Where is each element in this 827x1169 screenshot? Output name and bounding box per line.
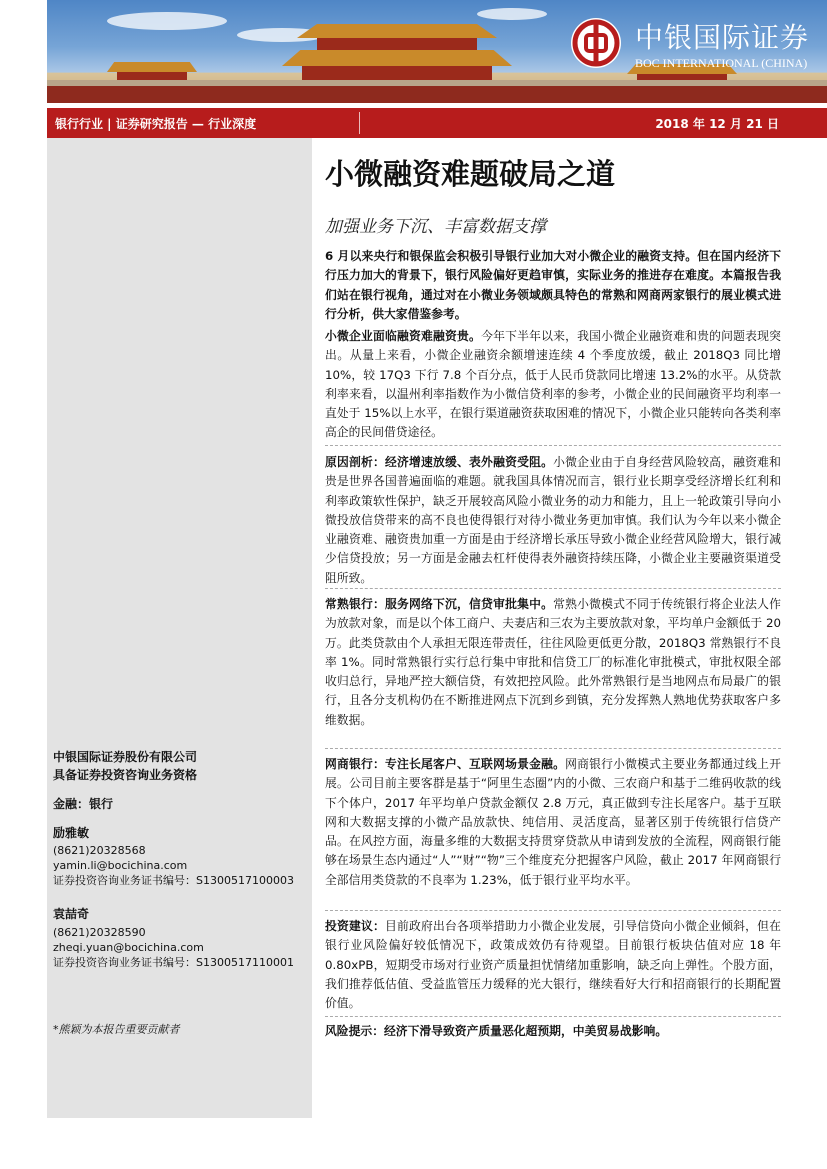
section-paragraph	[325, 755, 781, 890]
section-lead: 原因剖析：经济增速放缓、表外融资受阻。	[325, 455, 554, 469]
cloud	[107, 12, 227, 30]
analyst-name: 袁喆奇	[53, 907, 90, 921]
report-category: 银行行业 | 证券研究报告 — 行业深度	[55, 117, 257, 131]
boc-logo-icon	[571, 18, 621, 68]
section-text: 小微企业由于自身经营风险较高，融资难和贵是世界各国普遍面临的难题。就我国具体情况而言，银行业长期享受经济增长红利和利率政策软性保护，缺乏开展较高风险小微业务的动力和能力，且上一轮政策引导向小微投放信贷带来的高不良也使得银行对待小微业务更加审慎。我们认为今年以来小微企业融资难、融资贵加重一方面是由于经济增长承压导致小微企业经营风险增大，银行减少信贷投放；另一方面是金融去杠杆使得表外融资持续压降，小微企业主要融资渠道受阻所致。	[325, 455, 781, 585]
qualification: 具备证券投资咨询业务资格	[53, 768, 198, 782]
palace-hall	[317, 38, 477, 52]
section-paragraph	[325, 917, 781, 1013]
risk-lead: 风险提示：经济下滑导致资产质量恶化超预期，中美贸易战影响。	[325, 1024, 668, 1038]
palace-roof	[282, 50, 512, 66]
section-divider	[325, 445, 781, 446]
section-text: 今年下半年以来，我国小微企业融资难和贵的问题表现突出。从量上来看，小微企业融资余额增速连续 4 个季度放缓，截止 2018Q3 同比增 10%，较 17Q3 下行 7.8 个百分点，低于人民币贷款同比增速 13.2%的水平。从贷款利率来看，以温州利率指数作为小微信贷利率的参考，小微企业的民间融资平均利率一直处于 15%以上水平，在银行渠道融资获取困难的情况下，小微企业只能转向各类利率高企的民间借贷途径。	[325, 329, 781, 440]
section-paragraph	[325, 327, 781, 443]
contributor-note: *熊颖为本报告重要贡献者	[53, 1023, 180, 1036]
section-text: 网商银行小微模式主要业务都通过线上开展。公司目前主要客群是基于“阿里生态圈”内的小微、三农商户和基于二维码收款的线下个体户，2017 年平均单户贷款金额仅 2.8 万元，真正做到专注长尾客户。基于互联网和大数据支撑的小微产品放款快、纯信用、灵活度高，显著区别于传统银行信贷产品。在风控方面，海量多维的大数据支持贯穿贷款从申请到发放的全流程，网商银行能够在场景生态内通过“人”“财”“物”三个维度充分把握客户风险，截止 2017 年网商银行全部信用类贷款的不良率为 1.23%，低于银行业平均水平。	[325, 757, 781, 887]
section-divider	[325, 1016, 781, 1017]
cloud	[477, 8, 547, 20]
analyst-cert: 证券投资咨询业务证书编号：S1300517110001	[53, 956, 294, 969]
analyst-phone: (8621)20328568	[53, 844, 146, 857]
palace-roof	[297, 24, 497, 38]
side-pavilion-roof	[107, 62, 197, 72]
analyst-cert: 证券投资咨询业务证书编号：S1300517100003	[53, 874, 294, 887]
section-divider	[325, 748, 781, 749]
report-ribbon	[47, 108, 827, 138]
section-lead: 常熟银行：服务网络下沉，信贷审批集中。	[325, 597, 554, 611]
company-name: 中银国际证券股份有限公司	[53, 750, 198, 764]
section-divider	[325, 910, 781, 911]
analyst-email[interactable]: yamin.li@bocichina.com	[53, 859, 188, 872]
palace-wall	[47, 86, 827, 103]
brand-name-en: BOC INTERNATIONAL (CHINA)	[635, 56, 808, 70]
ribbon-divider	[359, 112, 360, 134]
report-subtitle: 加强业务下沉、丰富数据支撑	[325, 217, 546, 237]
header-banner	[47, 0, 827, 103]
section-text: 目前政府出台各项举措助力小微企业发展，引导信贷向小微企业倾斜，但在银行业风险偏好较低情况下，政策成效仍有待观望。目前银行板块估值对应 18 年 0.80xPB，短期受市场对行业资产质量担忧情绪加重影响，缺乏向上弹性。个股方面，我们推荐低估值、受益监管压力缓释的光大银行，继续看好大行和招商银行的长期配置价值。	[325, 919, 781, 1011]
section-lead: 小微企业面临融资难融资贵。	[325, 329, 482, 343]
report-date: 2018 年 12 月 21 日	[655, 117, 779, 131]
section-paragraph	[325, 595, 781, 730]
sector: 金融：银行	[53, 797, 114, 811]
analyst-name: 励雅敏	[53, 826, 90, 840]
brand-name-cn: 中银国际证券	[635, 21, 810, 54]
analyst-email[interactable]: zheqi.yuan@bocichina.com	[53, 941, 204, 954]
section-lead: 网商银行：专注长尾客户、互联网场景金融。	[325, 757, 566, 771]
report-intro: 6 月以来央行和银保监会积极引导银行业加大对小微企业的融资支持。但在国内经济下行压力加大的背景下，银行风险偏好更趋审慎，实际业务的推进存在难度。本篇报告我们站在银行视角，通过对在小微业务领域颇具特色的常熟和网商两家银行的展业模式进行分析，供大家借鉴参考。	[325, 249, 781, 321]
section-text: 常熟小微模式不同于传统银行将企业法人作为放款对象，而是以个体工商户、夫妻店和三农为主要放款对象，平均单户金额低于 20 万。此类贷款由个人承担无限连带责任，往往风险更低更分散，2018Q3 常熟银行不良率 1%。同时常熟银行实行总行集中审批和信贷工厂的标准化审批模式，审批权限全部收归总行，异地严控大额信贷，有效把控风险。此外常熟银行是当地网点布局最广的银行，且各分支机构仍在不断推进网点下沉到乡到镇，充分发挥熟人熟地优势获取客户多维数据。	[325, 597, 781, 727]
section-divider	[325, 588, 781, 589]
analyst-phone: (8621)20328590	[53, 926, 146, 939]
risk-paragraph	[325, 1022, 781, 1041]
sidebar	[47, 138, 312, 1118]
section-lead: 投资建议：	[325, 919, 386, 933]
section-paragraph	[325, 453, 781, 588]
brand-logo	[567, 12, 827, 82]
report-title: 小微融资难题破局之道	[325, 157, 616, 191]
